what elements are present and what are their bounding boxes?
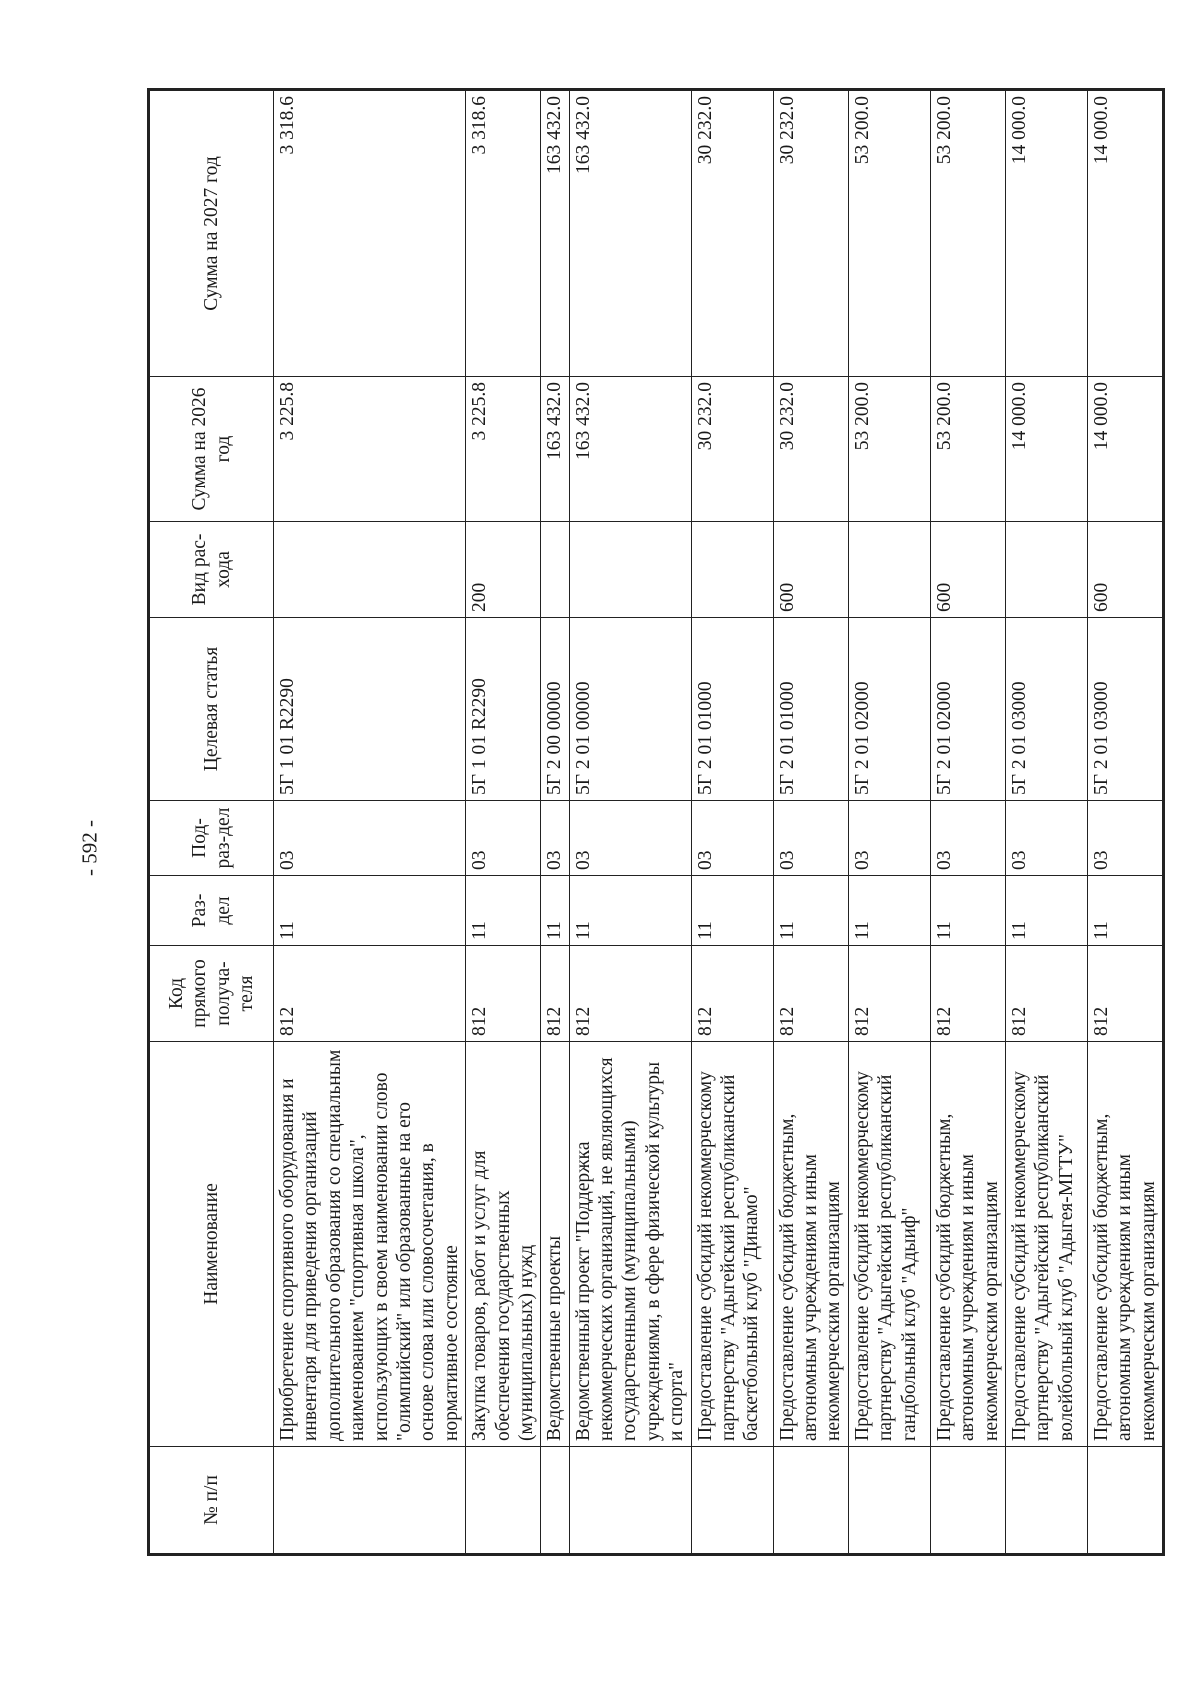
cell-section: 11 [691, 876, 773, 946]
cell-name: Приобретение спортивного оборудования и инвентаря для приведения организаций дополнительного образования со специальным наименованием "спортивная школа", использующих в своем наименовании слово "олимпийский" или образованные на его основе слова или словосочетания, в нормативное состояние [274, 1042, 466, 1447]
cell-sum2026: 30 232.0 [773, 377, 848, 522]
cell-sum2026: 163 432.0 [569, 377, 691, 522]
table-row [466, 90, 541, 1555]
cell-sum2027: 30 232.0 [773, 90, 848, 377]
cell-name: Предоставление субсидий бюджетным, автономным учреждениям и иным некоммерческим организациям [773, 1042, 848, 1447]
cell-expense: 600 [773, 522, 848, 618]
page-number [70, 798, 110, 898]
header-row [149, 90, 274, 1555]
cell-section: 11 [930, 876, 1005, 946]
cell-subsection: 03 [541, 801, 569, 876]
cell-section: 11 [848, 876, 930, 946]
cell-sum2027: 53 200.0 [848, 90, 930, 377]
cell-target: 5Г 2 01 02000 [848, 618, 930, 801]
cell-sum2027: 163 432.0 [541, 90, 569, 377]
table-body [274, 90, 1164, 1555]
cell-section: 11 [274, 876, 466, 946]
cell-expense [541, 522, 569, 618]
cell-num [541, 1447, 569, 1555]
header-target: Целевая статья [149, 618, 274, 801]
cell-sum2027: 3 318.6 [274, 90, 466, 377]
cell-num [274, 1447, 466, 1555]
cell-section: 11 [569, 876, 691, 946]
cell-num [773, 1447, 848, 1555]
header-sum2026: Сумма на 2026 год [149, 377, 274, 522]
table-row [773, 90, 848, 1555]
cell-recipient: 812 [1087, 946, 1163, 1042]
cell-expense: 200 [466, 522, 541, 618]
cell-expense [691, 522, 773, 618]
cell-target: 5Г 2 01 00000 [569, 618, 691, 801]
page-number-text: - 592 - [77, 820, 102, 876]
cell-subsection: 03 [1005, 801, 1087, 876]
cell-recipient: 812 [1005, 946, 1087, 1042]
cell-target: 5Г 2 00 00000 [541, 618, 569, 801]
cell-recipient: 812 [274, 946, 466, 1042]
table-row [930, 90, 1005, 1555]
cell-subsection: 03 [773, 801, 848, 876]
header-sum2027: Сумма на 2027 год [149, 90, 274, 377]
cell-sum2026: 3 225.8 [466, 377, 541, 522]
cell-expense [569, 522, 691, 618]
cell-recipient: 812 [466, 946, 541, 1042]
cell-num [848, 1447, 930, 1555]
cell-name: Ведомственный проект "Поддержка некоммерческих организаций, не являющихся государственными (муниципальными) учреждениями, в сфере физической культуры и спорта" [569, 1042, 691, 1447]
cell-recipient: 812 [930, 946, 1005, 1042]
cell-name: Ведомственные проекты [541, 1042, 569, 1447]
cell-sum2027: 53 200.0 [930, 90, 1005, 377]
cell-sum2026: 53 200.0 [930, 377, 1005, 522]
cell-num [569, 1447, 691, 1555]
cell-sum2027: 14 000.0 [1087, 90, 1163, 377]
cell-subsection: 03 [569, 801, 691, 876]
cell-num [930, 1447, 1005, 1555]
cell-target: 5Г 1 01 R2290 [466, 618, 541, 801]
cell-expense [1005, 522, 1087, 618]
cell-section: 11 [541, 876, 569, 946]
cell-target: 5Г 2 01 01000 [691, 618, 773, 801]
cell-num [1005, 1447, 1087, 1555]
cell-sum2026: 163 432.0 [541, 377, 569, 522]
cell-subsection: 03 [466, 801, 541, 876]
cell-name: Предоставление субсидий некоммерческому партнерству "Адыгейский республиканский баскетбольный клуб "Динамо" [691, 1042, 773, 1447]
cell-name: Предоставление субсидий бюджетным, автономным учреждениям и иным некоммерческим организациям [930, 1042, 1005, 1447]
cell-sum2027: 3 318.6 [466, 90, 541, 377]
cell-subsection: 03 [1087, 801, 1163, 876]
cell-target: 5Г 2 01 03000 [1005, 618, 1087, 801]
cell-subsection: 03 [691, 801, 773, 876]
cell-target: 5Г 2 01 03000 [1087, 618, 1163, 801]
cell-name: Закупка товаров, работ и услуг для обеспечения государственных (муниципальных) нужд [466, 1042, 541, 1447]
header-section: Раз-дел [149, 876, 274, 946]
cell-expense: 600 [930, 522, 1005, 618]
rotated-table-wrapper [147, 91, 1159, 1556]
cell-recipient: 812 [541, 946, 569, 1042]
cell-section: 11 [1087, 876, 1163, 946]
cell-target: 5Г 2 01 02000 [930, 618, 1005, 801]
header-expense: Вид рас-хода [149, 522, 274, 618]
table-row [274, 90, 466, 1555]
cell-name: Предоставление субсидий бюджетным, автономным учреждениям и иным некоммерческим организациям [1087, 1042, 1163, 1447]
cell-section: 11 [1005, 876, 1087, 946]
header-subsection: Под-раз-дел [149, 801, 274, 876]
table-row [569, 90, 691, 1555]
cell-num [691, 1447, 773, 1555]
cell-sum2026: 30 232.0 [691, 377, 773, 522]
cell-sum2026: 53 200.0 [848, 377, 930, 522]
header-recipient: Код прямого получа-теля [149, 946, 274, 1042]
cell-expense: 600 [1087, 522, 1163, 618]
cell-sum2026: 14 000.0 [1005, 377, 1087, 522]
table-row [848, 90, 930, 1555]
budget-table [147, 88, 1165, 1556]
cell-recipient: 812 [691, 946, 773, 1042]
cell-recipient: 812 [773, 946, 848, 1042]
cell-target: 5Г 2 01 01000 [773, 618, 848, 801]
cell-name: Предоставление субсидий некоммерческому партнерству "Адыгейский республиканский волейбольный клуб "Адыгея-МГТУ" [1005, 1042, 1087, 1447]
cell-section: 11 [773, 876, 848, 946]
cell-sum2027: 163 432.0 [569, 90, 691, 377]
table-row [691, 90, 773, 1555]
table-row [541, 90, 569, 1555]
cell-name: Предоставление субсидий некоммерческому партнерству "Адыгейский республиканский гандбольный клуб "Адыиф" [848, 1042, 930, 1447]
header-name: Наименование [149, 1042, 274, 1447]
cell-subsection: 03 [848, 801, 930, 876]
cell-subsection: 03 [274, 801, 466, 876]
cell-recipient: 812 [569, 946, 691, 1042]
header-num: № п/п [149, 1447, 274, 1555]
cell-expense [848, 522, 930, 618]
cell-section: 11 [466, 876, 541, 946]
cell-recipient: 812 [848, 946, 930, 1042]
cell-target: 5Г 1 01 R2290 [274, 618, 466, 801]
cell-num [466, 1447, 541, 1555]
table-row [1087, 90, 1163, 1555]
cell-expense [274, 522, 466, 618]
cell-num [1087, 1447, 1163, 1555]
cell-subsection: 03 [930, 801, 1005, 876]
cell-sum2026: 3 225.8 [274, 377, 466, 522]
cell-sum2026: 14 000.0 [1087, 377, 1163, 522]
table-row [1005, 90, 1087, 1555]
cell-sum2027: 14 000.0 [1005, 90, 1087, 377]
cell-sum2027: 30 232.0 [691, 90, 773, 377]
